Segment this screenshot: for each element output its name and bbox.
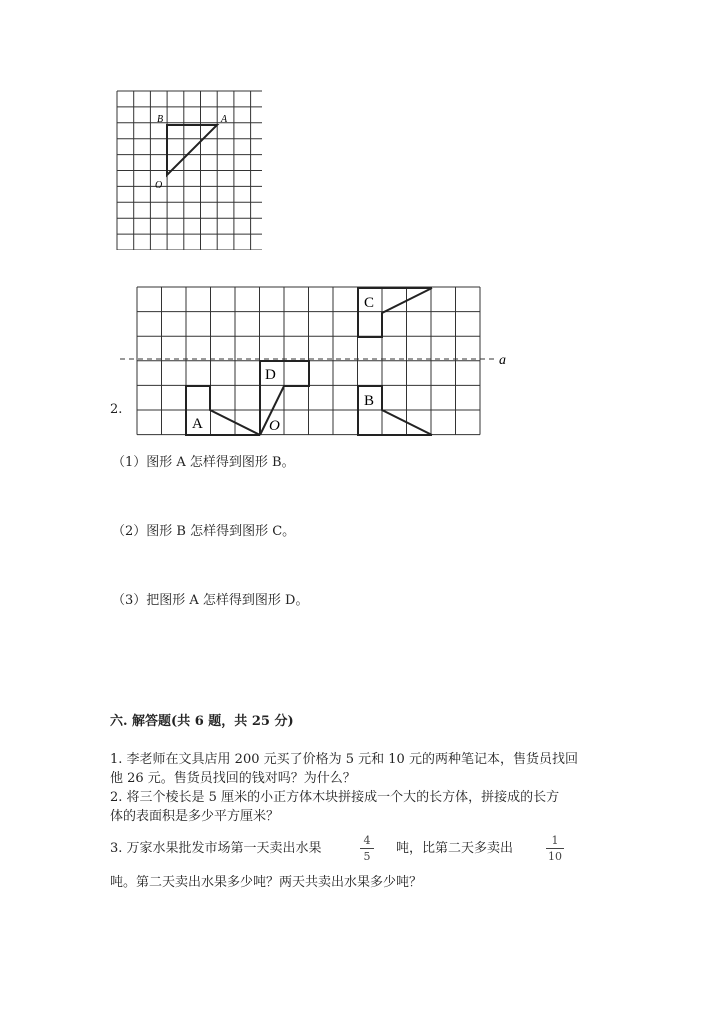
s6-q3-part1: 3. 万家水果批发市场第一天卖出水果 <box>110 841 322 856</box>
fraction-1-10 <box>546 834 564 863</box>
question-2: （2）图形 B 怎样得到图形 C。 <box>112 524 296 539</box>
label-b: B <box>157 114 164 125</box>
s6-q1-line2: 他 26 元。售货员找回的钱对吗？为什么？ <box>110 771 356 786</box>
label-shape-b: B <box>364 393 375 409</box>
label-shape-c: C <box>364 295 375 311</box>
label-o: O <box>155 180 163 191</box>
s6-q2-line2: 体的表面积是多少平方厘米？ <box>110 809 280 824</box>
label-a: A <box>221 114 228 125</box>
frac2-num: 1 <box>551 834 559 847</box>
label-shape-d: D <box>265 367 276 383</box>
section6-title: 六. 解答题(共 6 题，共 25 分) <box>110 714 294 729</box>
s6-q2-line1: 2. 将三个棱长是 5 厘米的小正方体木块拼接成一个大的长方体，拼接成的长方 <box>110 790 560 805</box>
question-3: （3）把图形 A 怎样得到图形 D。 <box>112 593 309 608</box>
frac2-den: 10 <box>548 850 562 863</box>
frac1-num: 4 <box>363 834 371 847</box>
question-number: 2. <box>110 402 123 417</box>
fraction-4-5 <box>360 834 374 863</box>
label-axis-a: a <box>499 353 506 368</box>
label-point-o: O <box>269 418 280 434</box>
question-1: （1）图形 A 怎样得到图形 B。 <box>112 455 295 470</box>
s6-q1-line1: 1. 李老师在文具店用 200 元买了价格为 5 元和 10 元的两种笔记本，售货员找回 <box>110 752 578 767</box>
frac1-den: 5 <box>363 850 371 863</box>
s6-q3-line2: 吨。第二天卖出水果多少吨？两天共卖出水果多少吨？ <box>110 875 423 890</box>
figure2-grid <box>118 282 518 442</box>
triangle-oab <box>167 125 217 175</box>
s6-q3-part2: 吨，比第二天多卖出 <box>396 841 514 856</box>
label-shape-a: A <box>192 416 203 432</box>
figure1-grid <box>110 85 262 250</box>
